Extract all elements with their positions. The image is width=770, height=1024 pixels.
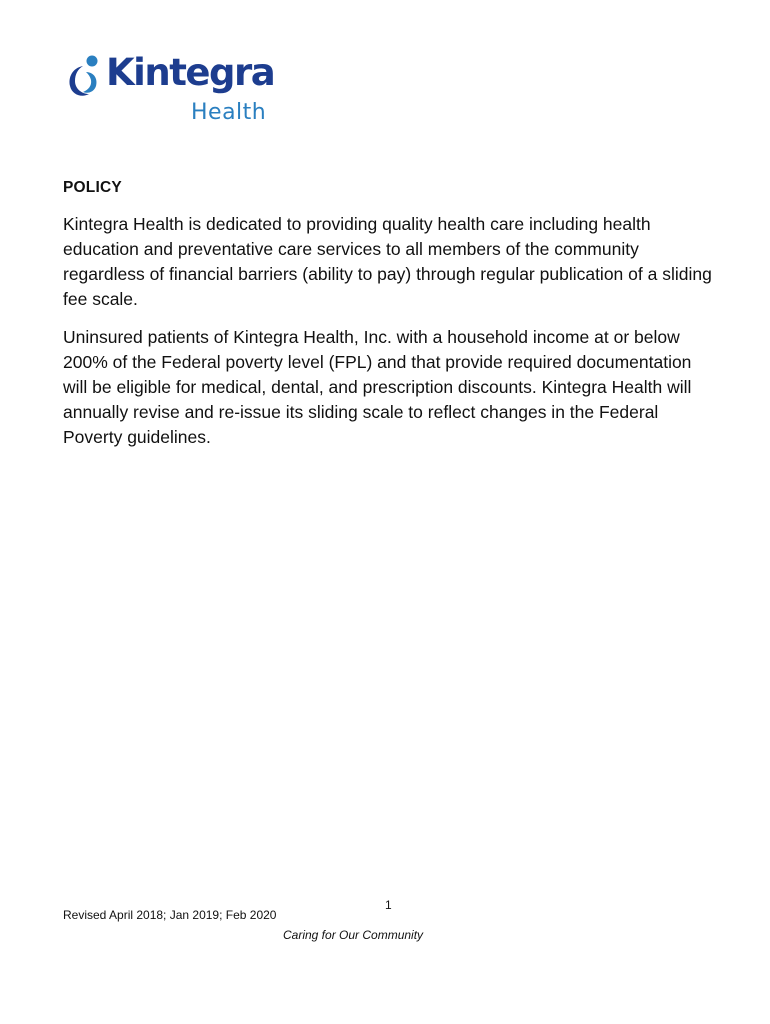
kintegra-health-logo [66,50,276,130]
footer-tagline: Caring for Our Community [283,928,424,942]
document-body [63,176,713,463]
logo-brand-name: Kintegra [106,51,275,94]
page-number: 1 [385,898,392,912]
logo-mark-icon [66,52,106,102]
policy-paragraph-1: Kintegra Health is dedicated to providing quality health care including health education and preventative care services to all members of the community regardless of financial barriers (ability to pay) through regular publication of a sliding fee scale. [63,214,712,309]
policy-paragraph-2: Uninsured patients of Kintegra Health, Inc. with a household income at or below 200% of the Federal poverty level (FPL) and that provide required documentation will be eligible for medical, dental, and prescription discounts. Kintegra Health will annually revise and re-issue its sliding scale to reflect changes in the Federal Poverty guidelines. [63,327,692,447]
policy-heading: POLICY [63,179,122,196]
revision-dates: Revised April 2018; Jan 2019; Feb 2020 [63,908,277,922]
logo-sub-name: Health [191,100,267,125]
